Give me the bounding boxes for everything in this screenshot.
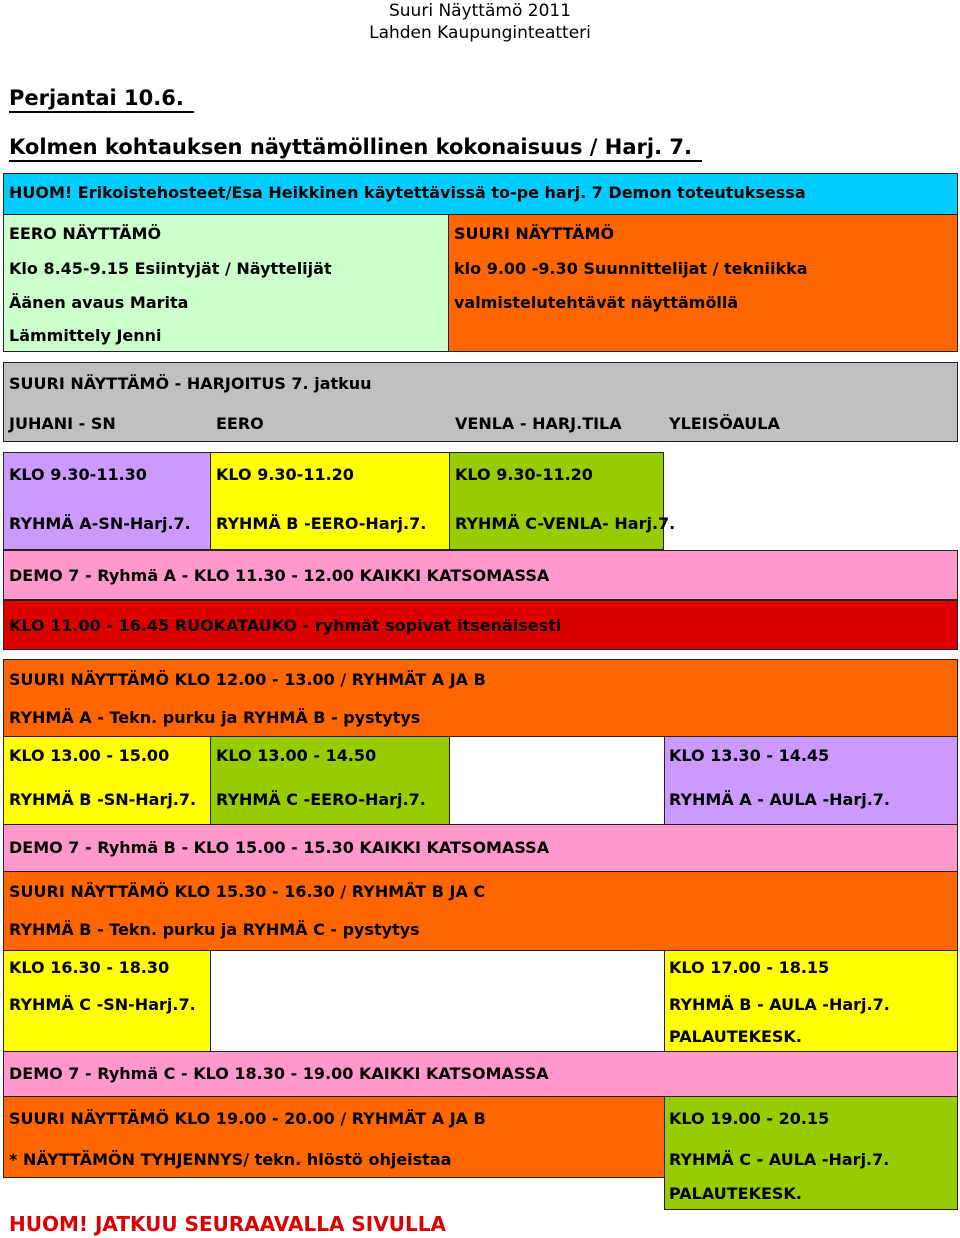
block2-b-group: RYHMÄ B -SN-Harj.7. (9, 790, 197, 809)
block1-b-group: RYHMÄ B -EERO-Harj.7. (216, 514, 427, 533)
suuri-stage-time: klo 9.00 -9.30 Suunnittelijat / tekniikka (454, 259, 808, 278)
day-title: Perjantai 10.6. (9, 85, 194, 113)
block3-b-group: RYHMÄ B - AULA -Harj.7. (669, 995, 890, 1014)
stage-ab-row (3, 659, 958, 737)
demo-a-row (3, 550, 958, 600)
final-stage-row (3, 1096, 665, 1178)
final-stage-note: * NÄYTTÄMÖN TYHJENNYS/ tekn. hlöstö ohjeistaa (9, 1150, 452, 1169)
block3-b-extra: PALAUTEKESK. (669, 1027, 802, 1046)
demo-a-text: DEMO 7 - Ryhmä A - KLO 11.30 - 12.00 KAIKKI KATSOMASSA (9, 566, 550, 585)
block2-c-group: RYHMÄ C -EERO-Harj.7. (216, 790, 426, 809)
stage-bc-note: RYHMÄ B - Tekn. purku ja RYHMÄ C - pystytys (9, 920, 420, 939)
lunch-row (3, 600, 958, 650)
block1-a-time: KLO 9.30-11.30 (9, 465, 147, 484)
eero-stage-title: EERO NÄYTTÄMÖ (9, 224, 162, 243)
notice-row (3, 173, 958, 215)
header-line1: Suuri Näyttämö 2011 (388, 1, 572, 21)
block3-c-time: KLO 16.30 - 18.30 (9, 958, 170, 977)
block3-b-time: KLO 17.00 - 18.15 (669, 958, 830, 977)
footer-notice: HUOM! JATKUU SEURAAVALLA SIVULLA (9, 1212, 446, 1236)
notice-text: HUOM! Erikoistehosteet/Esa Heikkinen käytettävissä to-pe harj. 7 Demon toteutuksessa (9, 183, 806, 202)
location-venla: VENLA - HARJ.TILA (455, 414, 622, 433)
suuri-stage-box (448, 214, 958, 352)
lunch-text: KLO 11.00 - 16.45 RUOKATAUKO - ryhmät sopivat itsenäisesti (9, 616, 562, 635)
suuri-stage-tasks: valmistelutehtävät näyttämöllä (454, 293, 739, 312)
demo-c-row (3, 1051, 958, 1097)
demo-c-text: DEMO 7 - Ryhmä C - KLO 18.30 - 19.00 KAIKKI KATSOMASSA (9, 1064, 549, 1083)
stage-ab-title: SUURI NÄYTTÄMÖ KLO 12.00 - 13.00 / RYHMÄT A JA B (9, 670, 486, 689)
subtitle: Kolmen kohtauksen näyttämöllinen kokonaisuus / Harj. 7. (9, 134, 702, 162)
eero-stage-box (3, 214, 449, 352)
block3-group-c (3, 950, 211, 1052)
eero-stage-time: Klo 8.45-9.15 Esiintyjät / Näyttelijät (9, 259, 332, 278)
block3-c-group: RYHMÄ C -SN-Harj.7. (9, 995, 196, 1014)
eero-stage-voice: Äänen avaus Marita (9, 293, 189, 312)
block2-group-a (664, 736, 958, 825)
block2-a-group: RYHMÄ A - AULA -Harj.7. (669, 790, 890, 809)
block3-empty (210, 950, 665, 1052)
stage-bc-title: SUURI NÄYTTÄMÖ KLO 15.30 - 16.30 / RYHMÄT B JA C (9, 882, 486, 901)
block1-a-group: RYHMÄ A-SN-Harj.7. (9, 514, 191, 533)
block3-group-b (664, 950, 958, 1052)
final-aula-extra: PALAUTEKESK. (669, 1184, 802, 1203)
block2-group-b (3, 736, 211, 825)
block2-group-c (210, 736, 450, 825)
rehearsal-header (3, 362, 958, 442)
block2-empty (449, 736, 665, 825)
location-juhani: JUHANI - SN (9, 414, 116, 433)
block2-b-time: KLO 13.00 - 15.00 (9, 746, 170, 765)
stage-bc-row (3, 871, 958, 951)
block2-a-time: KLO 13.30 - 14.45 (669, 746, 830, 765)
header-line2: Lahden Kaupunginteatteri (369, 23, 591, 43)
final-aula-group: RYHMÄ C - AULA -Harj.7. (669, 1150, 890, 1169)
location-aula: YLEISÖAULA (669, 414, 780, 433)
rehearsal-title: SUURI NÄYTTÄMÖ - HARJOITUS 7. jatkuu (9, 374, 372, 393)
block1-c-time: KLO 9.30-11.20 (455, 465, 593, 484)
location-eero: EERO (216, 414, 264, 433)
final-stage-title: SUURI NÄYTTÄMÖ KLO 19.00 - 20.00 / RYHMÄT A JA B (9, 1109, 486, 1128)
stage-ab-note: RYHMÄ A - Tekn. purku ja RYHMÄ B - pystytys (9, 708, 421, 727)
block1-c-group: RYHMÄ C-VENLA- Harj.7. (455, 514, 676, 533)
block2-c-time: KLO 13.00 - 14.50 (216, 746, 377, 765)
final-aula-box (664, 1096, 958, 1210)
block1-b-time: KLO 9.30-11.20 (216, 465, 354, 484)
suuri-stage-title: SUURI NÄYTTÄMÖ (454, 224, 615, 243)
block1-group-c (449, 452, 676, 550)
demo-b-row (3, 824, 958, 872)
demo-b-text: DEMO 7 - Ryhmä B - KLO 15.00 - 15.30 KAIKKI KATSOMASSA (9, 838, 550, 857)
eero-stage-warmup: Lämmittely Jenni (9, 326, 162, 345)
block1-group-a (3, 452, 211, 550)
block1-group-b (210, 452, 450, 550)
final-aula-time: KLO 19.00 - 20.15 (669, 1109, 830, 1128)
